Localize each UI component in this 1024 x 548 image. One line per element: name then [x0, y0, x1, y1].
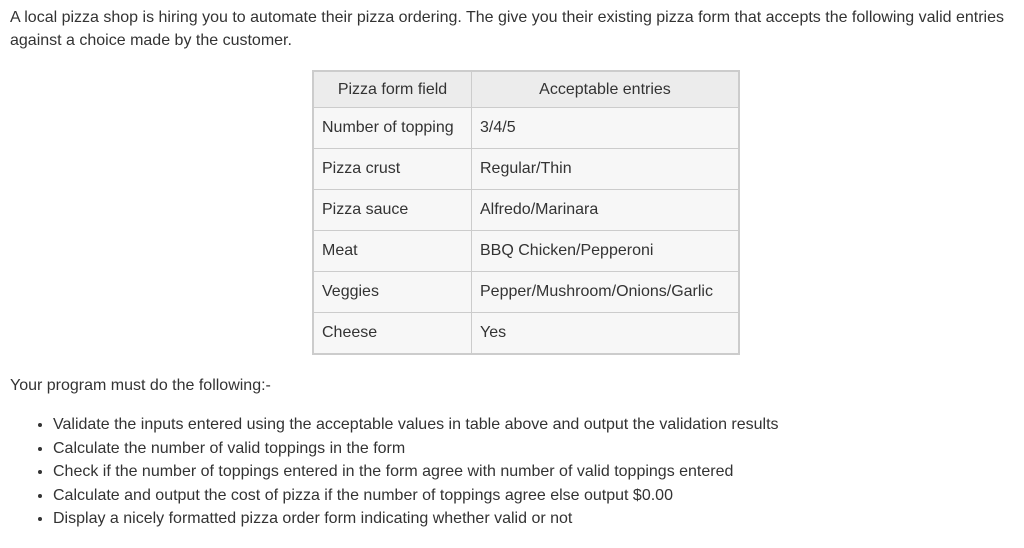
list-item: • Check if the number of toppings entered in the form agree with number of valid toppings entered: [53, 460, 779, 484]
pizza-form-table: [312, 70, 740, 355]
table-row: [313, 108, 739, 149]
field-cell: Meat: [313, 231, 472, 272]
entries-cell: Regular/Thin: [472, 149, 740, 190]
field-cell: Cheese: [313, 313, 472, 355]
table-row: [313, 231, 739, 272]
header-pizza-form-field: Pizza form field: [313, 71, 472, 108]
table-row: [313, 272, 739, 313]
requirements-list: [30, 413, 779, 531]
field-cell: Pizza sauce: [313, 190, 472, 231]
list-item: • Calculate the number of valid toppings in the form: [53, 437, 779, 461]
entries-cell: 3/4/5: [472, 108, 740, 149]
table-row: [313, 190, 739, 231]
list-item: • Validate the inputs entered using the acceptable values in table above and output the validation results: [53, 413, 779, 437]
entries-cell: Yes: [472, 313, 740, 355]
intro-paragraph: A local pizza shop is hiring you to automate their pizza ordering. The give you their existing pizza form that accepts the following valid entries against a choice made by the customer.: [10, 9, 1005, 49]
requirements-heading: Your program must do the following:-: [10, 377, 271, 394]
entries-cell: BBQ Chicken/Pepperoni: [472, 231, 740, 272]
table-row: [313, 149, 739, 190]
table-header-row: [313, 71, 739, 108]
field-cell: Number of topping: [313, 108, 472, 149]
entries-cell: Pepper/Mushroom/Onions/Garlic: [472, 272, 740, 313]
list-item: • Calculate and output the cost of pizza if the number of toppings agree else output $0.00: [53, 484, 779, 508]
table-row: [313, 313, 739, 355]
field-cell: Veggies: [313, 272, 472, 313]
list-item: • Display a nicely formatted pizza order form indicating whether valid or not: [53, 507, 779, 531]
field-cell: Pizza crust: [313, 149, 472, 190]
header-acceptable-entries: Acceptable entries: [472, 71, 740, 108]
entries-cell: Alfredo/Marinara: [472, 190, 740, 231]
